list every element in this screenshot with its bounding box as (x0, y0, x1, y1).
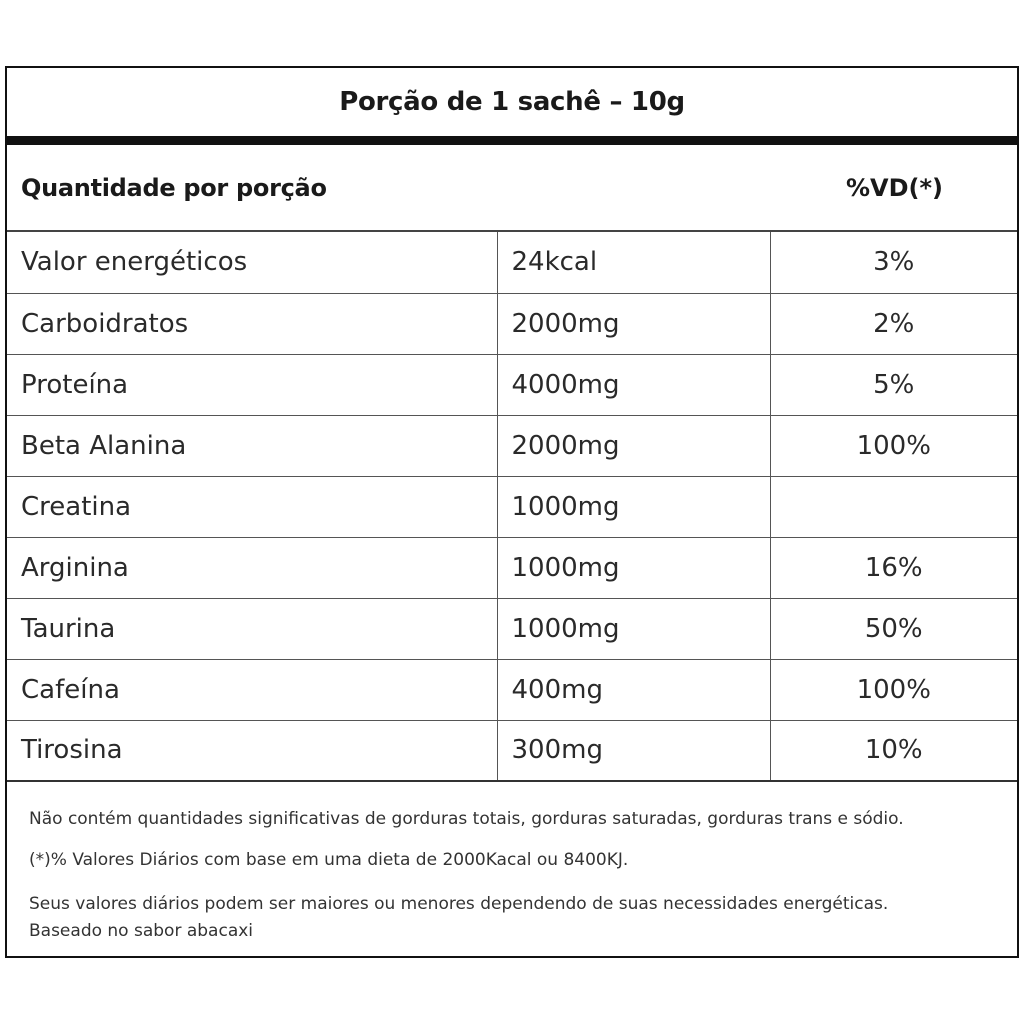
nutrient-daily-value: 100% (770, 415, 1017, 476)
nutrient-table (7, 232, 1017, 782)
nutrient-amount: 4000mg (497, 354, 770, 415)
table-header (7, 145, 1017, 232)
table-row (7, 476, 1017, 537)
nutrient-amount: 300mg (497, 720, 770, 781)
nutrition-facts-label (5, 66, 1019, 958)
footnote-flavor: Baseado no sabor abacaxi (29, 921, 254, 941)
nutrient-daily-value: 3% (770, 232, 1017, 293)
nutrient-name: Carboidratos (7, 293, 497, 354)
nutrient-name: Taurina (7, 598, 497, 659)
nutrient-daily-value: 16% (770, 537, 1017, 598)
footnote-daily-values-basis: (*)% Valores Diários com base em uma dieta de 2000Kacal ou 8400KJ. (29, 850, 629, 870)
table-row (7, 232, 1017, 293)
nutrient-daily-value: 10% (770, 720, 1017, 781)
footnote-insignificant-amounts: Não contém quantidades significativas de gorduras totais, gorduras saturadas, gorduras trans e sódio. (29, 809, 904, 829)
serving-size-title: Porção de 1 sachê – 10g (339, 87, 685, 117)
nutrient-name: Beta Alanina (7, 415, 497, 476)
footnote-energy-needs: Seus valores diários podem ser maiores ou menores dependendo de suas necessidades energéticas. (29, 894, 889, 914)
nutrient-amount: 1000mg (497, 537, 770, 598)
nutrient-name: Tirosina (7, 720, 497, 781)
daily-value-heading: %VD(*) (845, 173, 944, 202)
quantity-per-serving-heading: Quantidade por porção (21, 173, 327, 202)
nutrient-amount: 400mg (497, 659, 770, 720)
nutrient-daily-value: 2% (770, 293, 1017, 354)
table-row (7, 598, 1017, 659)
table-row (7, 720, 1017, 781)
nutrient-amount: 2000mg (497, 293, 770, 354)
nutrient-name: Cafeína (7, 659, 497, 720)
nutrient-amount: 2000mg (497, 415, 770, 476)
table-row (7, 354, 1017, 415)
nutrient-name: Arginina (7, 537, 497, 598)
nutrient-name: Proteína (7, 354, 497, 415)
table-row (7, 415, 1017, 476)
nutrient-name: Valor energéticos (7, 232, 497, 293)
table-row (7, 537, 1017, 598)
footnotes (29, 806, 999, 945)
nutrient-daily-value: 5% (770, 354, 1017, 415)
nutrient-daily-value (770, 476, 1017, 537)
table-row (7, 659, 1017, 720)
nutrient-amount: 1000mg (497, 476, 770, 537)
nutrient-amount: 1000mg (497, 598, 770, 659)
nutrient-daily-value: 100% (770, 659, 1017, 720)
nutrient-daily-value: 50% (770, 598, 1017, 659)
thick-divider (7, 136, 1017, 145)
nutrient-name: Creatina (7, 476, 497, 537)
table-row (7, 293, 1017, 354)
nutrient-amount: 24kcal (497, 232, 770, 293)
